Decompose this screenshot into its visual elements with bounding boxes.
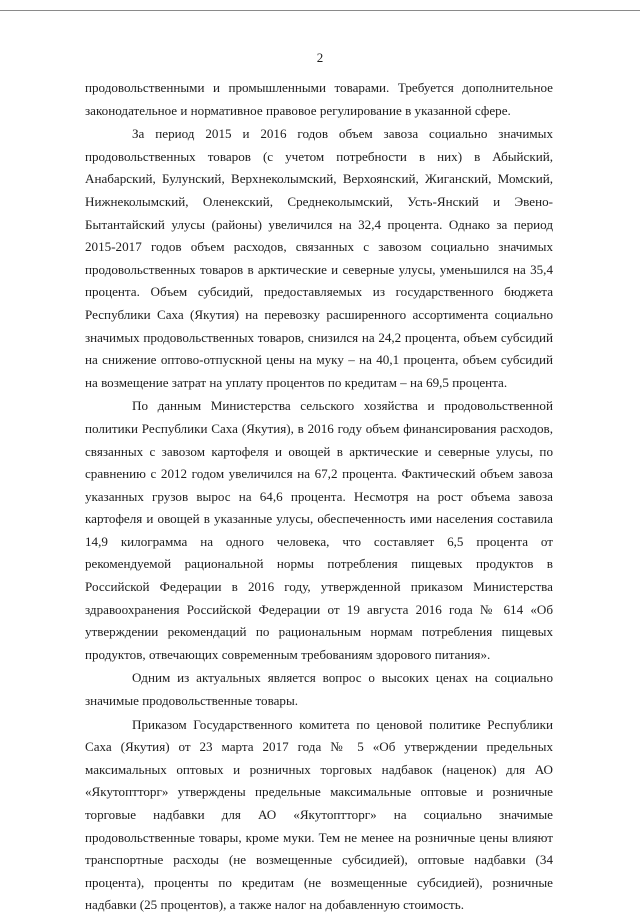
paragraph-high-prices: Одним из актуальных является вопрос о высоких ценах на социально значимые продовольственные товары. — [85, 670, 553, 709]
top-rule — [0, 10, 640, 11]
paragraph-potatoes-vegetables: По данным Министерства сельского хозяйства и продовольственной политики Республики Саха (Якутия), в 2016 году объем финансирования расходов, связанных с завозом картофеля и овощей в арктические и северные улусы, по сравнению с 2012 годом увеличился на 67,2 процента. Фактический объем завоза указанных грузов вырос на 64,6 процента. Несмотря на рост объема завоза картофеля и овощей в указанные улусы, обеспеченность ими населения составила 14,9 килограмма на одного человека, что составляет 6,5 процента от рекомендуемой рациональной нормы потребления пищевых продуктов в Российской Федерации в 2016 году, утвержденной приказом Министерства здравоохранения Российской Федерации от 19 августа 2016 года № 614 «Об утверждении рекомендаций по рациональным нормам потребления пищевых продуктов, отвечающих современным требованиям здорового питания». — [85, 398, 553, 662]
paragraph-delivery-volume: За период 2015 и 2016 годов объем завоза социально значимых продовольственных товаров (с учетом потребности в них) в Абыйский, Анабарский, Булунский, Верхнеколымский, Верхоянский, Жиганский, Момский, Нижнеколымский, Оленекский, Среднеколымский, Усть-Янский и Эвено-Бытантайский улусы (районы) увеличился на 32,4 процента. Однако за период 2015-2017 годов объем расходов, связанных с завозом социально значимых продовольственных товаров в арктические и северные улусы, уменьшился на 35,4 процента. Объем субсидий, предоставляемых из государственного бюджета Республики Саха (Якутия) на перевозку расширенного ассортимента социально значимых продовольственных товаров, снизился на 24,2 процента, объем субсидий на снижение оптово-отпускной цены на муку – на 40,1 процента, объем субсидий на возмещение затрат на уплату процентов по кредитам – на 69,5 процента. — [85, 126, 553, 390]
body-text — [85, 77, 553, 917]
paragraph-price-order: Приказом Государственного комитета по ценовой политике Республики Саха (Якутия) от 23 марта 2017 года № 5 «Об утверждении предельных максимальных оптовых и розничных торговых надбавок (наценок) для АО «Якутоптторг» утверждены предельные максимальные оптовые и розничные торговые надбавки для АО «Якутоптторг» на социально значимые продовольственные товары, кроме муки. Тем не менее на розничные цены влияют транспортные расходы (не возмещенные субсидией), оптовые надбавки (34 процента), проценты по кредитам (не возмещенные субсидией), розничные надбавки (25 процентов), а также налог на добавленную стоимость. — [85, 716, 553, 913]
page-number: 2 — [316, 50, 324, 65]
paragraph-continuation: продовольственными и промышленными товарами. Требуется дополнительное законодательное и нормативное правовое регулирование в указанной сфере. — [85, 80, 553, 118]
